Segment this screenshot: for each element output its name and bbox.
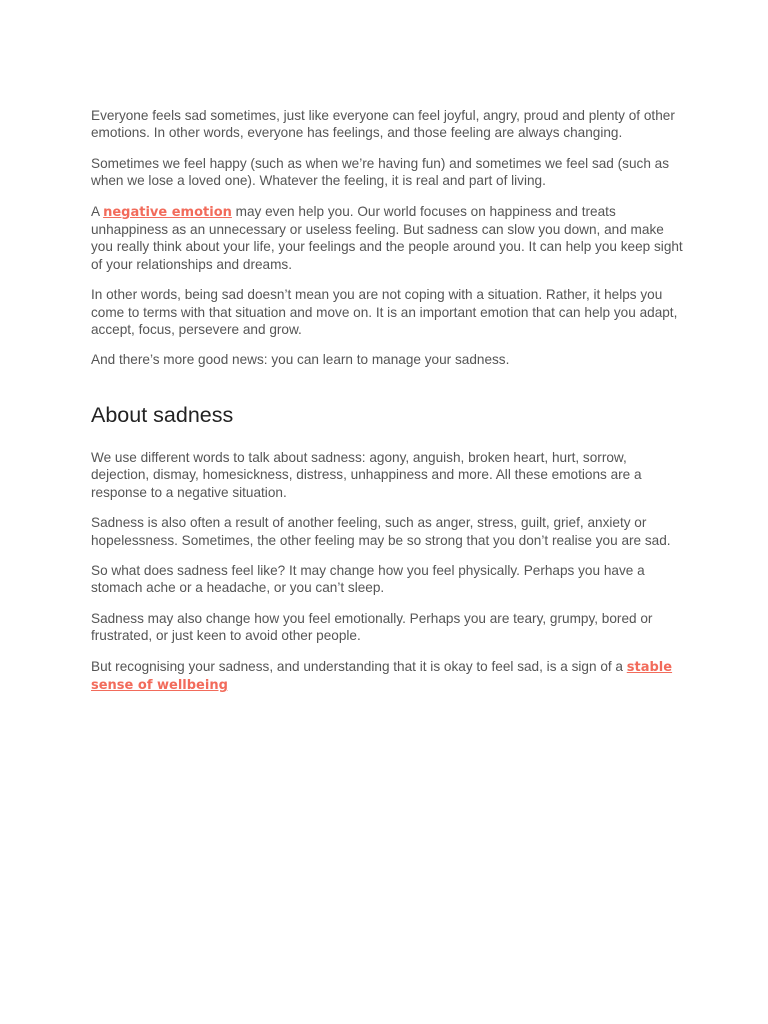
intro-paragraph-4: In other words, being sad doesn’t mean you are not coping with a situation. Rather, it helps you come to terms with that situation and move on. It is an important emotion that can help you adapt, accept, focus, persevere and grow.: [91, 287, 678, 338]
about-paragraph-4: Sadness may also change how you feel emotionally. Perhaps you are teary, grumpy, bored or frustrated, or just keen to avoid other people.: [91, 610, 653, 644]
paragraph-text: may even help you. Our world focuses on happiness and treats unhappiness as an unnecessary or useless feeling. But sadness can slow you down, and make you really think about your life, your feelings and the people around you. It can help you keep sight of your relationships and dreams.: [91, 203, 683, 272]
paragraph-text: A: [91, 203, 104, 219]
intro-paragraph-2: Sometimes we feel happy (such as when we’re having fun) and sometimes we feel sad (such as when we lose a loved one). Whatever the feeling, it is real and part of living.: [91, 155, 670, 189]
article-body: [91, 107, 683, 707]
about-paragraph-1: We use different words to talk about sadness: agony, anguish, broken heart, hurt, sorrow, dejection, dismay, homesickness, distress, unhappiness and more. All these emotions are a response to a negative situation.: [91, 449, 642, 500]
intro-paragraph-5: And there’s more good news: you can learn to manage your sadness.: [91, 352, 510, 368]
paragraph-text: But recognising your sadness, and understanding that it is okay to feel sad, is a sign of a: [91, 658, 627, 674]
section-heading-about-sadness: About sadness: [91, 402, 234, 427]
stable-sense-of-wellbeing-link[interactable]: stable sense of wellbeing: [91, 659, 673, 693]
about-paragraph-2: Sadness is also often a result of another feeling, such as anger, stress, guilt, grief, anxiety or hopelessness. Sometimes, the other feeling may be so strong that you don’t realise you are sad.: [91, 515, 671, 548]
about-paragraph-5: [91, 658, 683, 695]
intro-paragraph-1: Everyone feels sad sometimes, just like everyone can feel joyful, angry, proud and plenty of other emotions. In other words, everyone has feelings, and those feeling are always changing.: [91, 108, 675, 141]
intro-paragraph-3: [91, 203, 683, 274]
negative-emotion-link[interactable]: negative emotion: [103, 204, 232, 220]
about-paragraph-3: So what does sadness feel like? It may change how you feel physically. Perhaps you have a stomach ache or a headache, or you can’t sleep.: [91, 562, 645, 596]
